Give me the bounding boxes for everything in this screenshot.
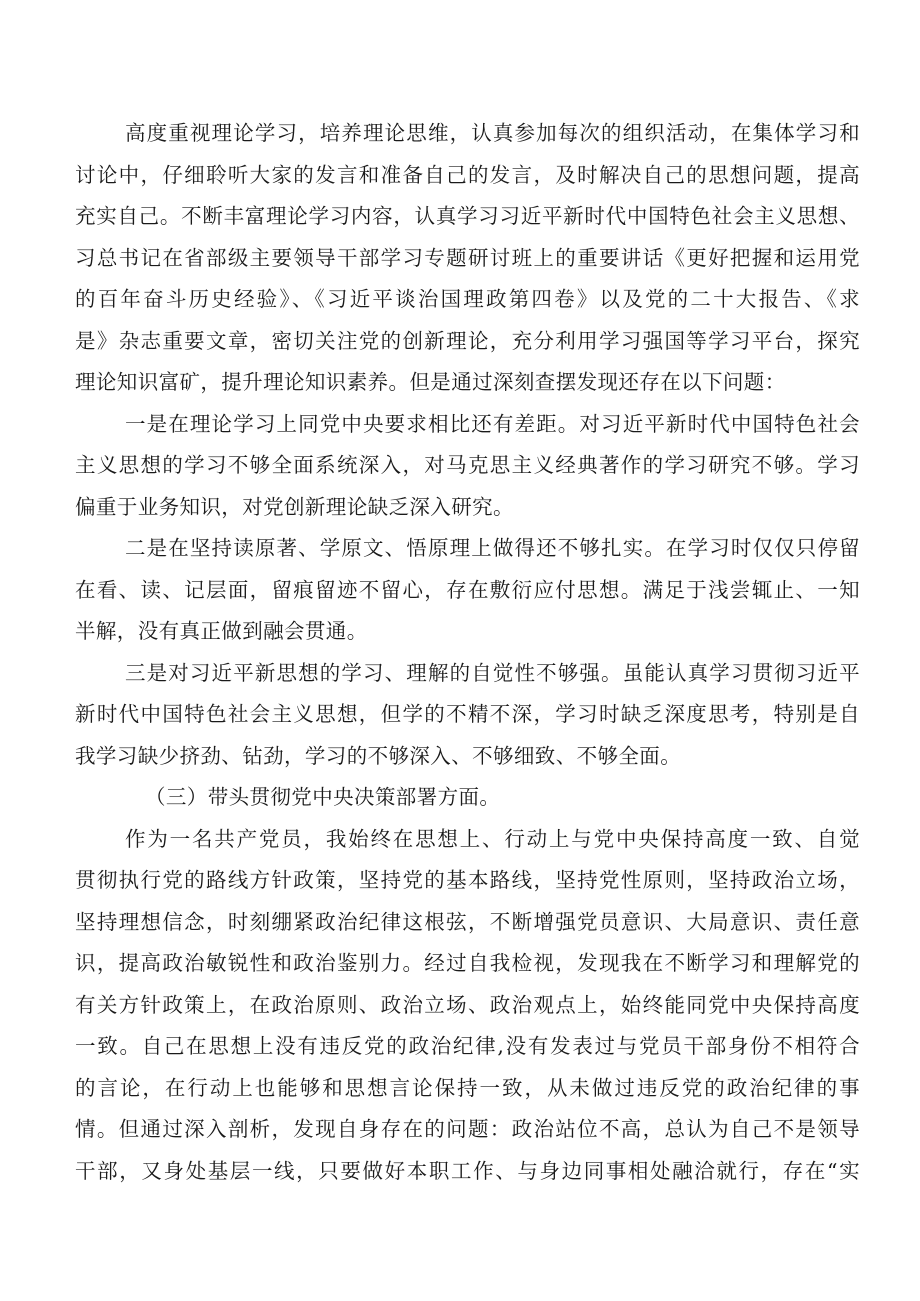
- paragraph-line: 三是对习近平新思想的学习、理解的自觉性不够强。虽能认真学习贯彻习近平: [125, 660, 860, 685]
- paragraph-line: 一致。自己在思想上没有违反党的政治纪律,没有发表过与党员干部身份不相符合: [75, 1034, 860, 1058]
- paragraph-line: 新时代中国特色社会主义思想，但学的不精不深，学习时缺乏深度思考，特别是自: [75, 702, 860, 726]
- paragraph-line: 识，提高政治敏锐性和政治鉴别力。经过自我检视，发现我在不断学习和理解党的: [75, 951, 860, 975]
- paragraph-line: 的百年奋斗历史经验》、《习近平谈治国理政第四卷》以及党的二十大报告、《求: [75, 287, 860, 311]
- paragraph-line: 的言论，在行动上也能够和思想言论保持一致，从未做过违反党的政治纪律的事: [75, 1075, 860, 1100]
- paragraph-line: 偏重于业务知识，对党创新理论缺乏深入研究。: [75, 494, 514, 519]
- paragraph-line: 充实自己。不断丰富理论学习内容，认真学习习近平新时代中国特色社会主义思想、: [75, 204, 860, 228]
- paragraph-line: 贯彻执行党的路线方针政策，坚持党的基本路线，坚持党性原则，坚持政治立场，: [75, 868, 860, 892]
- document-body: [75, 113, 860, 1192]
- paragraph-line: 作为一名共产党员，我始终在思想上、行动上与党中央保持高度一致、自觉: [125, 826, 860, 851]
- paragraph-line: 二是在坚持读原著、学原文、悟原理上做得还不够扎实。在学习时仅仅只停留: [125, 536, 860, 560]
- paragraph-line: 习总书记在省部级主要领导干部学习专题研讨班上的重要讲话《更好把握和运用党: [75, 245, 860, 270]
- paragraph-line: 主义思想的学习不够全面系统深入，对马克思主义经典著作的学习研究不够。学习: [75, 453, 860, 477]
- paragraph-line: 情。但通过深入剖析，发现自身存在的问题：政治站位不高，总认为自己不是领导: [75, 1117, 860, 1141]
- paragraph-line: 讨论中，仔细聆听大家的发言和准备自己的发言，及时解决自己的思想问题，提高: [75, 162, 860, 187]
- paragraph-line: 我学习缺少挤劲、钻劲，学习的不够深入、不够细致、不够全面。: [75, 743, 682, 768]
- paragraph-line: 在看、读、记层面，留痕留迹不留心，存在敷衍应付思想。满足于浅尝辄止、一知: [75, 577, 860, 602]
- paragraph-line: 高度重视理论学习，培养理论思维，认真参加每次的组织活动，在集体学习和: [125, 121, 860, 145]
- paragraph-line: 坚持理想信念，时刻绷紧政治纪律这根弦，不断增强党员意识、大局意识、责任意: [75, 909, 860, 934]
- paragraph-line: 半解，没有真正做到融会贯通。: [75, 619, 368, 643]
- paragraph-line: 理论知识富矿，提升理论知识素养。但是通过深刻查摆发现还存在以下问题：: [75, 370, 786, 394]
- section-heading: （三）带头贯彻党中央决策部署方面。: [145, 785, 501, 809]
- paragraph-line: 有关方针政策上，在政治原则、政治立场、政治观点上，始终能同党中央保持高度: [75, 992, 860, 1017]
- paragraph-line: 干部，又身处基层一线，只要做好本职工作、与身边同事相处融洽就行，存在“实: [75, 1158, 860, 1183]
- paragraph-line: 是》杂志重要文章，密切关注党的创新理论，充分利用学习强国等学习平台，探究: [75, 328, 860, 353]
- paragraph-line: 一是在理论学习上同党中央要求相比还有差距。对习近平新时代中国特色社会: [125, 411, 860, 436]
